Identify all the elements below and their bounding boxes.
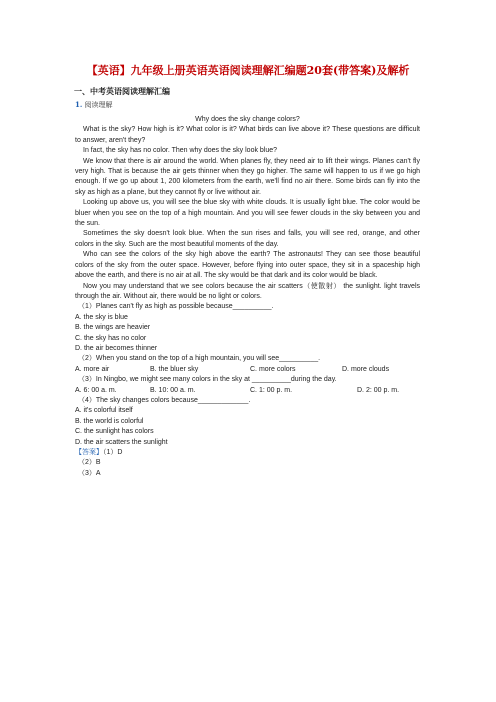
answer-label: 【答案】 (75, 449, 103, 456)
passage-paragraph: Who can see the colors of the sky high above the earth? The astronauts! They can see those beautiful colors of the sky from the outer space. However, before flying into outer space, they sit in a spaceship high above the earth, and there is no air at all. The sky would be that dark and its color would be black. (75, 251, 420, 280)
answer-item: （3）A (78, 469, 101, 477)
answer-option: A. the sky is blue (75, 313, 128, 321)
question-type: 阅读理解 (84, 101, 113, 109)
answer-line (75, 448, 420, 458)
options-row (75, 365, 420, 375)
answer-option: C. 1: 00 p. m. (250, 386, 293, 394)
answer-option: C. the sunlight has colors (75, 428, 154, 436)
section-heading: 一、中考英语阅读理解汇编 (74, 86, 170, 96)
answer-option: D. the air scatters the sunlight (75, 438, 168, 446)
question-stem: （3）In Ningbo, we might see many colors in the sky at __________during the day. (78, 376, 337, 384)
answer-option: C. more colors (250, 365, 296, 373)
question-stem: （1）Planes can't fly as high as possible because__________. (78, 303, 274, 311)
passage-paragraph: Looking up above us, you will see the blue sky with white clouds. It is usually light blue. The color would be bluer when you see on the top of a high mountain. And you will see fewer clouds in the sky between you and the sun. (75, 199, 420, 228)
document-title: 【英语】九年级上册英语英语阅读理解汇编题20套(带答案)及解析 (86, 64, 410, 77)
answer-option: B. the world is colorful (75, 417, 144, 425)
answer-option: B. the bluer sky (150, 365, 199, 373)
passage-paragraph: We know that there is air around the world. When planes fly, they need air to lift their wings. Planes can't fly very high. That is because the air gets thinner when they go higher. The same will happen to us if we go high enough. If we go up about 1, 200 kilometers from the earth, we'll find no air there. Some birds can fly into the sky as high as a plane, but they cannot fly or live without air. (75, 157, 420, 196)
answer-option: C. the sky has no color (75, 334, 147, 342)
passage-heading: Why does the sky change colors? (195, 116, 300, 123)
passage-paragraph: What is the sky? How high is it? What color is it? What birds can live above it? These questions are difficult to answer, aren't they? (75, 126, 420, 144)
options-row (75, 386, 420, 396)
passage-paragraph: In fact, the sky has no color. Then why does the sky look blue? (83, 147, 278, 155)
answer-option: D. the air becomes thinner (75, 344, 158, 352)
answer-option: B. the wings are heavier (75, 324, 151, 332)
passage-paragraph: Now you may understand that we see colors because the air scatters（使散射） the sunlight. light travels through the air. Without air, there would be no light or colors. (75, 282, 420, 300)
question-stem: （2）When you stand on the top of a high mountain, you will see__________. (78, 355, 321, 363)
answer-option: B. 10: 00 a. m. (150, 386, 196, 394)
question-label (75, 100, 113, 110)
passage-paragraph: Sometimes the sky doesn't look blue. When the sun rises and falls, you will see red, orange, and other colors in the sky. Such are the most beautiful moments of the day. (75, 230, 420, 248)
answer-option: A. 6: 00 a. m. (75, 386, 117, 394)
answer-item: （2）B (78, 459, 101, 467)
answer-option: D. 2: 00 p. m. (357, 386, 400, 394)
question-stem: （4）The sky changes colors because_____________. (78, 396, 251, 404)
answer-option: D. more clouds (342, 365, 390, 373)
answer-item: （1）D (103, 449, 123, 456)
answer-option: A. more air (75, 365, 110, 373)
question-number: 1. (75, 100, 83, 109)
answer-option: A. it's colorful itself (75, 407, 133, 415)
passage-body (75, 115, 420, 479)
